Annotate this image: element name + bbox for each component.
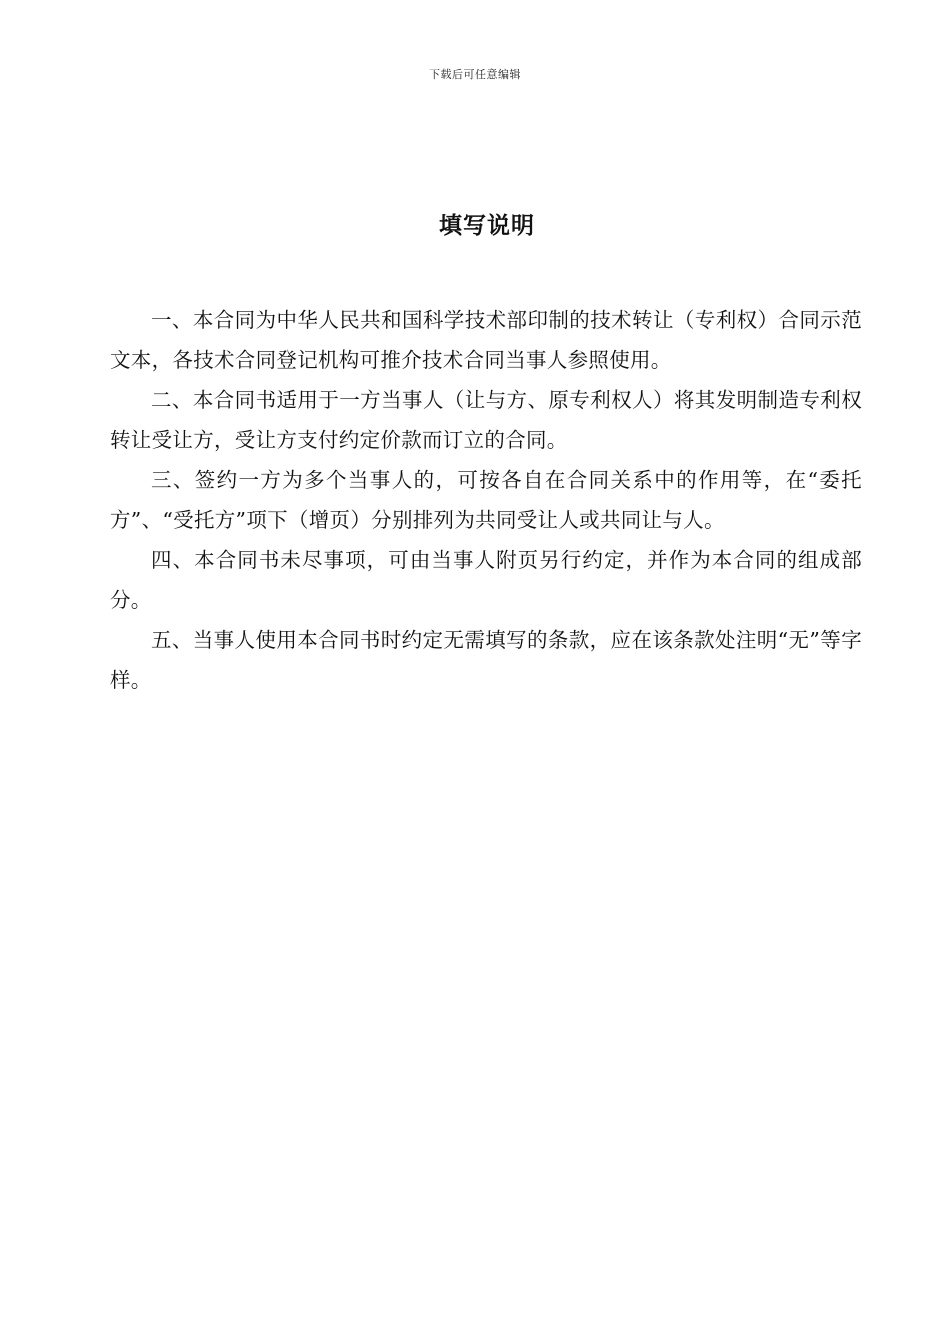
instruction-paragraph-2: 二、本合同书适用于一方当事人（让与方、原专利权人）将其发明制造专利权转让受让方，受让方支付约定价款而订立的合同。 [110, 388, 862, 452]
document-body [110, 300, 862, 700]
instruction-paragraph-3: 三、签约一方为多个当事人的，可按各自在合同关系中的作用等，在“委托方”、“受托方”项下（增页）分别排列为共同受让人或共同让与人。 [110, 468, 862, 532]
instruction-paragraph-5: 五、当事人使用本合同书时约定无需填写的条款，应在该条款处注明“无”等字样。 [110, 628, 862, 692]
instruction-paragraph-1: 一、本合同为中华人民共和国科学技术部印制的技术转让（专利权）合同示范文本，各技术合同登记机构可推介技术合同当事人参照使用。 [110, 308, 862, 372]
document-title: 填写说明 [439, 212, 535, 239]
instruction-paragraph-4: 四、本合同书未尽事项，可由当事人附页另行约定，并作为本合同的组成部分。 [110, 548, 862, 612]
page-header: 下载后可任意编辑 [429, 68, 521, 81]
